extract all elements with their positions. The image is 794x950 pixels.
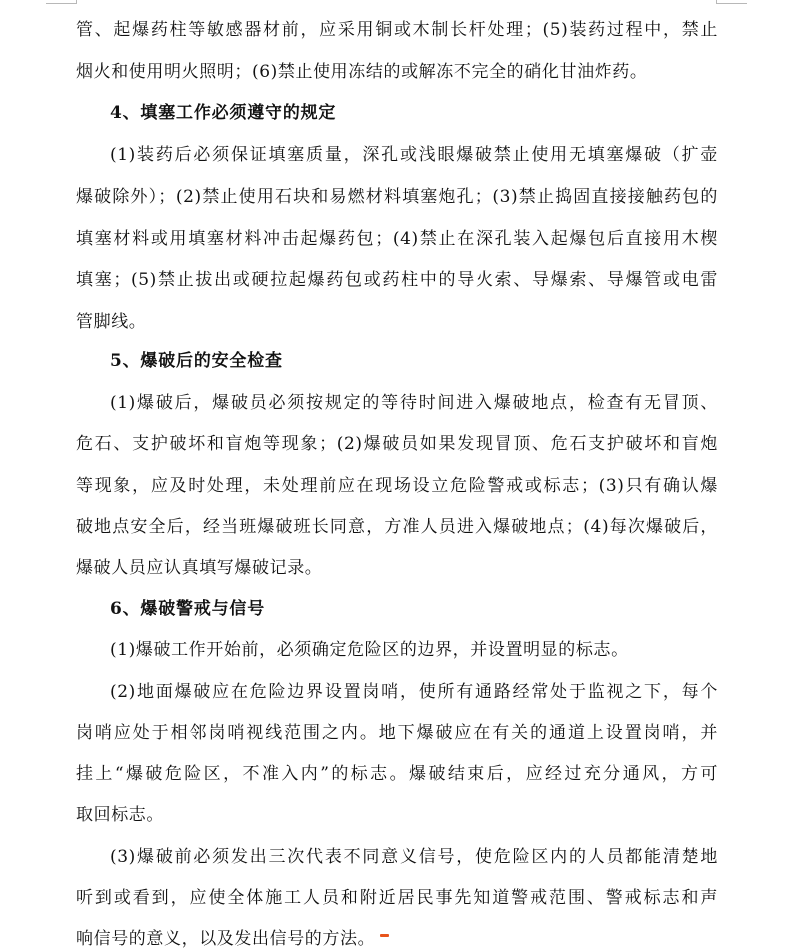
paragraph-line: 爆破除外）；(2)禁止使用石块和易燃材料填塞炮孔；(3)禁止捣固直接接触药包的 — [76, 187, 718, 207]
paragraph-line: 填塞；(5)禁止拔出或硬拉起爆药包或药柱中的导火索、导爆索、导爆管或电雷 — [76, 270, 718, 290]
section-heading-5: 5、爆破后的安全检查 — [110, 351, 283, 371]
paragraph-line: (1)装药后必须保证填塞质量，深孔或浅眼爆破禁止使用无填塞爆破（扩壶 — [110, 145, 718, 165]
paragraph-line: 填塞材料或用填塞材料冲击起爆药包；(4)禁止在深孔装入起爆包后直接用木楔 — [76, 229, 718, 249]
page-corner-mark-right — [716, 0, 747, 4]
paragraph-line: 岗哨应处于相邻岗哨视线范围之内。地下爆破应在有关的通道上设置岗哨，并 — [76, 723, 718, 743]
paragraph-line: (1)爆破工作开始前，必须确定危险区的边界，并设置明显的标志。 — [110, 640, 629, 660]
paragraph-line: 管脚线。 — [76, 312, 147, 332]
paragraph-line: 爆破人员应认真填写爆破记录。 — [76, 558, 323, 578]
paragraph-line: 等现象，应及时处理，未处理前应在现场设立危险警戒或标志；(3)只有确认爆 — [76, 476, 718, 496]
paragraph-line: 管、起爆药柱等敏感器材前，应采用铜或木制长杆处理；(5)装药过程中，禁止 — [76, 20, 718, 40]
paragraph-line: 破地点安全后，经当班爆破班长同意，方准人员进入爆破地点；(4)每次爆破后， — [76, 517, 718, 537]
section-heading-6: 6、爆破警戒与信号 — [110, 599, 266, 619]
paragraph-line: (1)爆破后，爆破员必须按规定的等待时间进入爆破地点，检查有无冒顶、 — [110, 393, 718, 413]
paragraph-line: 听到或看到，应使全体施工人员和附近居民事先知道警戒范围、警戒标志和声 — [76, 888, 718, 908]
paragraph-line: 烟火和使用明火照明；(6)禁止使用冻结的或解冻不完全的硝化甘油炸药。 — [76, 62, 648, 82]
red-annotation-mark — [380, 934, 389, 937]
paragraph-line: (2)地面爆破应在危险边界设置岗哨，使所有通路经常处于监视之下，每个 — [110, 682, 718, 702]
paragraph-line: 响信号的意义，以及发出信号的方法。 — [76, 929, 376, 949]
page-corner-mark-left — [46, 0, 77, 4]
paragraph-line: (3)爆破前必须发出三次代表不同意义信号，使危险区内的人员都能清楚地 — [110, 847, 718, 867]
paragraph-line: 取回标志。 — [76, 805, 164, 825]
paragraph-line: 危石、支护破坏和盲炮等现象；(2)爆破员如果发现冒顶、危石支护破坏和盲炮 — [76, 434, 718, 454]
paragraph-line: 挂上“爆破危险区，不准入内”的标志。爆破结束后，应经过充分通风，方可 — [76, 764, 718, 784]
section-heading-4: 4、填塞工作必须遵守的规定 — [110, 103, 337, 123]
